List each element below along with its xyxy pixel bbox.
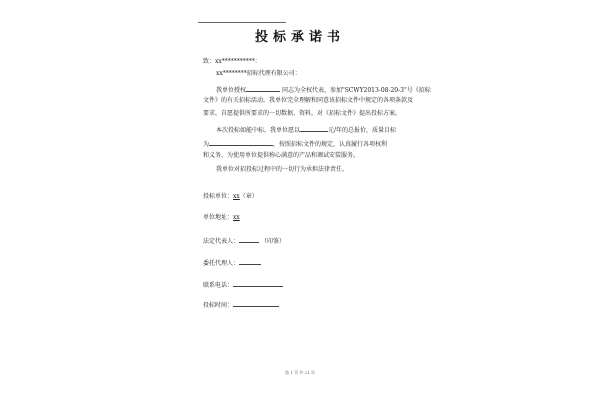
document-title: 投标承诺书: [254, 30, 345, 45]
para3-line: 我单位对招投标过程中的一切行为承担法律责任。: [216, 166, 349, 173]
bidder-label: 投标单位：: [203, 193, 234, 200]
para2-line1: [216, 125, 396, 135]
agent-label: 委托代理人：: [203, 260, 240, 267]
header-rule: [198, 22, 286, 23]
para1-line2: 文件》的有关招标活动。我单位完全理解和同意该招标文件中规定的各项条款及: [203, 97, 414, 104]
legal-rep-seal: （印鉴）: [260, 238, 285, 245]
agent-blank[interactable]: [239, 258, 261, 265]
para2-line2-a: 为: [203, 141, 210, 148]
address-field: [203, 214, 240, 222]
bidder-field: [203, 193, 258, 201]
price-blank[interactable]: [300, 125, 328, 132]
recipient-line: 致：xx***********：: [203, 58, 261, 65]
authorized-person-blank[interactable]: [246, 85, 280, 92]
para1-line1: [216, 85, 431, 95]
legal-rep-label: 法定代表人：: [203, 238, 240, 245]
quality-goal-blank[interactable]: [209, 139, 273, 146]
agent-field: [203, 258, 261, 268]
time-label: 投标时间：: [203, 302, 234, 309]
time-blank[interactable]: [233, 300, 279, 307]
para2-line2: [203, 139, 387, 149]
phone-label: 联系电话：: [203, 282, 234, 289]
legal-rep-blank[interactable]: [239, 236, 259, 243]
para2-line2-b: ，按照招标文件的规定，认真履行各项权利: [273, 141, 388, 148]
para1-text-b: 同志为全权代表，参加"SCWY2013-08-20-3"号《招标: [281, 87, 431, 94]
address-value: xx: [233, 214, 240, 221]
time-field: [203, 300, 279, 310]
page-footer: 第 1 页 共 21 页: [285, 370, 315, 375]
agent-line: xx********招标代理有限公司：: [216, 70, 301, 77]
para1-line3: 要求，自愿提供所要求的一切数据、资料，对《招标文件》提出投标方案。: [203, 110, 402, 117]
phone-field: [203, 280, 283, 290]
bidder-seal: （章）: [239, 193, 258, 200]
para2-text-b: 元/年的总报价，质量目标: [328, 127, 397, 134]
para1-text-a: 我单位授权: [216, 87, 247, 94]
address-label: 单位地址：: [203, 214, 234, 221]
legal-rep-field: [203, 236, 285, 246]
para2-line3: 和义务，为使用单位提供称心满意的产品和调试安装服务。: [203, 152, 360, 159]
phone-blank[interactable]: [233, 280, 283, 287]
para2-text-a: 本次投标如能中标，我单位愿以: [216, 127, 301, 134]
bidder-value: xx: [233, 193, 240, 200]
